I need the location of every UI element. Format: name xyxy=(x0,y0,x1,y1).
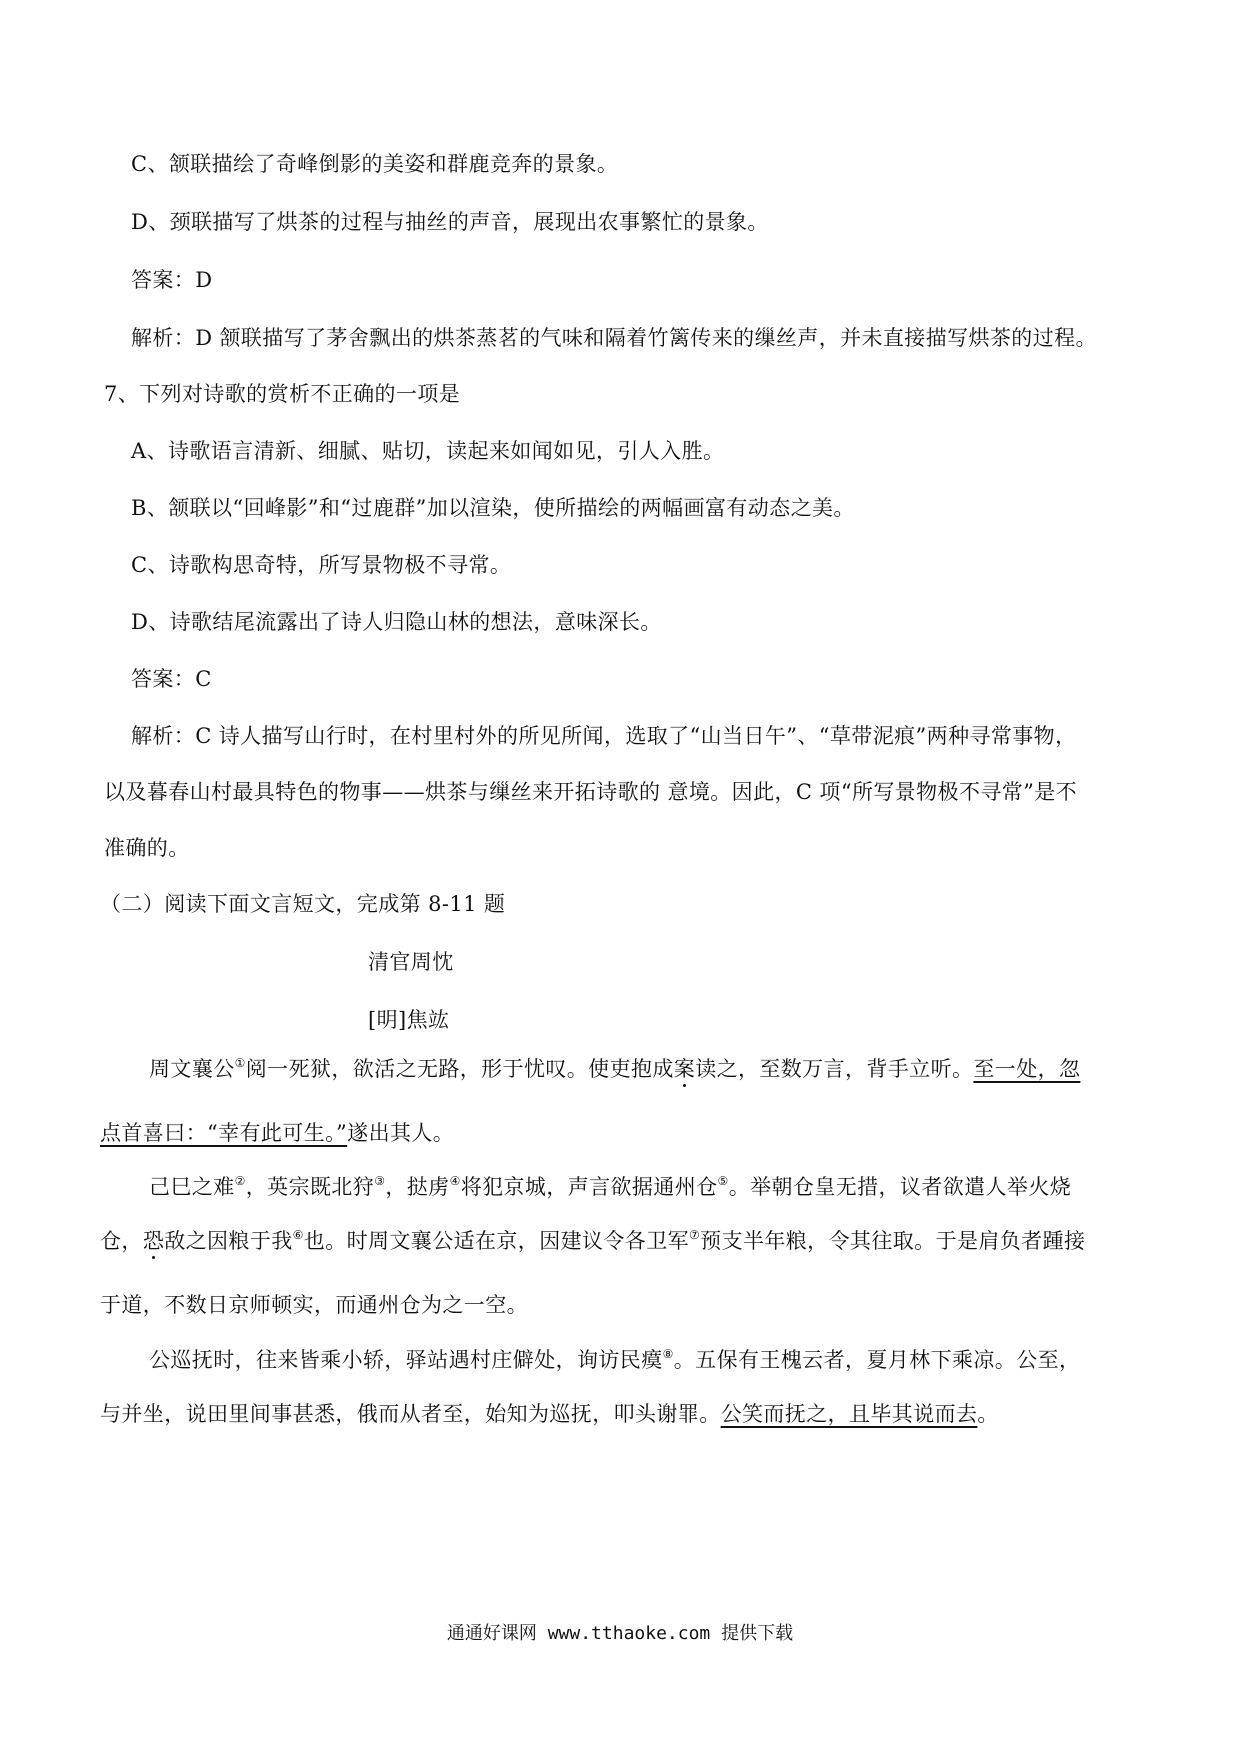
text-run: 阅一死狱，欲活之无路，形于忧叹。使吏抱成 xyxy=(245,1057,674,1081)
text-run: 公巡抚时，往来皆乘小轿，驿站遇村庄僻处，询访民瘼 xyxy=(149,1348,663,1372)
q7-analysis-line3: 准确的。 xyxy=(104,836,190,860)
q7-option-d: D、诗歌结尾流露出了诗人归隐山林的想法，意味深长。 xyxy=(131,610,662,634)
q7-stem: 7、下列对诗歌的赏析不正确的一项是 xyxy=(104,382,461,406)
text-run: 己巳之难 xyxy=(149,1175,235,1199)
paragraph-1-line1 xyxy=(149,1055,1080,1083)
paragraph-2-line2 xyxy=(100,1227,1085,1255)
section-heading: （二）阅读下面文言短文，完成第 8-11 题 xyxy=(100,892,506,916)
footnote-marker: ⑦ xyxy=(689,1228,701,1242)
emphasis-dot-char: 案 xyxy=(673,1057,696,1081)
q7-analysis-line2: 以及暮春山村最具特色的物事——烘茶与缫丝来开拓诗歌的 意境。因此，C 项“所写景物极不寻常”是不 xyxy=(104,780,1078,804)
paragraph-3-line1 xyxy=(149,1346,1080,1374)
q7-option-a: A、诗歌语言清新、细腻、贴切，读起来如闻如见，引人入胜。 xyxy=(131,439,725,463)
q7-analysis-line1: 解析：C 诗人描写山行时，在村里村外的所见所闻，选取了“山当日午”、“草带泥痕”两种寻常事物， xyxy=(131,724,1077,748)
footnote-marker: ① xyxy=(234,1056,246,1070)
underlined-sentence: 点首喜曰：“幸有此可生。” xyxy=(100,1121,348,1145)
text-run: 周文襄公 xyxy=(149,1057,235,1081)
q7-answer: 答案：C xyxy=(131,667,212,691)
text-run: 。举朝仓皇无措，议者欲遣人举火烧 xyxy=(728,1175,1072,1199)
text-run: ，英宗既北狩 xyxy=(245,1175,375,1199)
footnote-marker: ③ xyxy=(374,1174,386,1188)
prev-option-d: D、颈联描写了烘茶的过程与抽丝的声音，展现出农事繁忙的景象。 xyxy=(131,210,769,234)
text-run: 预支半年粮，令其往取。于是肩负者踵接 xyxy=(700,1229,1086,1253)
text-run: ，挞虏 xyxy=(385,1175,450,1199)
underlined-sentence: 至一处，忽 xyxy=(973,1057,1081,1081)
prev-option-c: C、颔联描绘了奇峰倒影的美姿和群鹿竞奔的景象。 xyxy=(131,152,619,176)
text-run: 敌之因粮于我 xyxy=(164,1229,293,1253)
footnote-marker: ⑥ xyxy=(292,1228,304,1242)
text-run: 。 xyxy=(977,1402,999,1426)
paragraph-3-line2 xyxy=(100,1400,999,1428)
q7-option-b: B、颔联以“回峰影”和“过鹿群”加以渲染，使所描绘的两幅画富有动态之美。 xyxy=(131,496,855,520)
page-footer: 通通好课网 www.tthaoke.com 提供下载 xyxy=(446,1623,794,1644)
underlined-sentence: 公笑而抚之，且毕其说而去 xyxy=(720,1402,978,1426)
text-run: 遂出其人。 xyxy=(347,1121,455,1145)
paragraph-2-line1 xyxy=(149,1173,1071,1201)
q7-option-c: C、诗歌构思奇特，所写景物极不寻常。 xyxy=(131,553,512,577)
footnote-marker: ⑤ xyxy=(717,1174,729,1188)
paragraph-2-line3: 于道，不数日京师顿实，而通州仓为之一空。 xyxy=(100,1293,528,1317)
footnote-marker: ④ xyxy=(449,1174,461,1188)
prev-analysis: 解析：D 颔联描写了茅舍飘出的烘茶蒸茗的气味和隔着竹篱传来的缫丝声，并未直接描写烘茶的过程。 xyxy=(131,326,1097,350)
prev-answer: 答案：D xyxy=(131,268,213,292)
text-run: 。五保有王槐云者，夏月林下乘凉。公至， xyxy=(673,1348,1081,1372)
text-run: 与并坐，说田里间事甚悉，俄而从者至，始知为巡抚，叩头谢罪。 xyxy=(100,1402,721,1426)
text-run: 读之，至数万言，背手立听。 xyxy=(695,1057,974,1081)
passage-title: 清官周忱 xyxy=(368,950,454,974)
emphasis-dot-char: 恐 xyxy=(142,1229,165,1253)
text-run: 将犯京城，声言欲据通州仓 xyxy=(460,1175,718,1199)
text-run: 也。时周文襄公适在京，因建议令各卫军 xyxy=(303,1229,689,1253)
footnote-marker: ② xyxy=(234,1174,246,1188)
text-run: 仓， xyxy=(100,1229,143,1253)
footnote-marker: ⑧ xyxy=(662,1347,674,1361)
passage-author: [明]焦竑 xyxy=(368,1008,450,1032)
paragraph-1-line2 xyxy=(100,1119,454,1147)
